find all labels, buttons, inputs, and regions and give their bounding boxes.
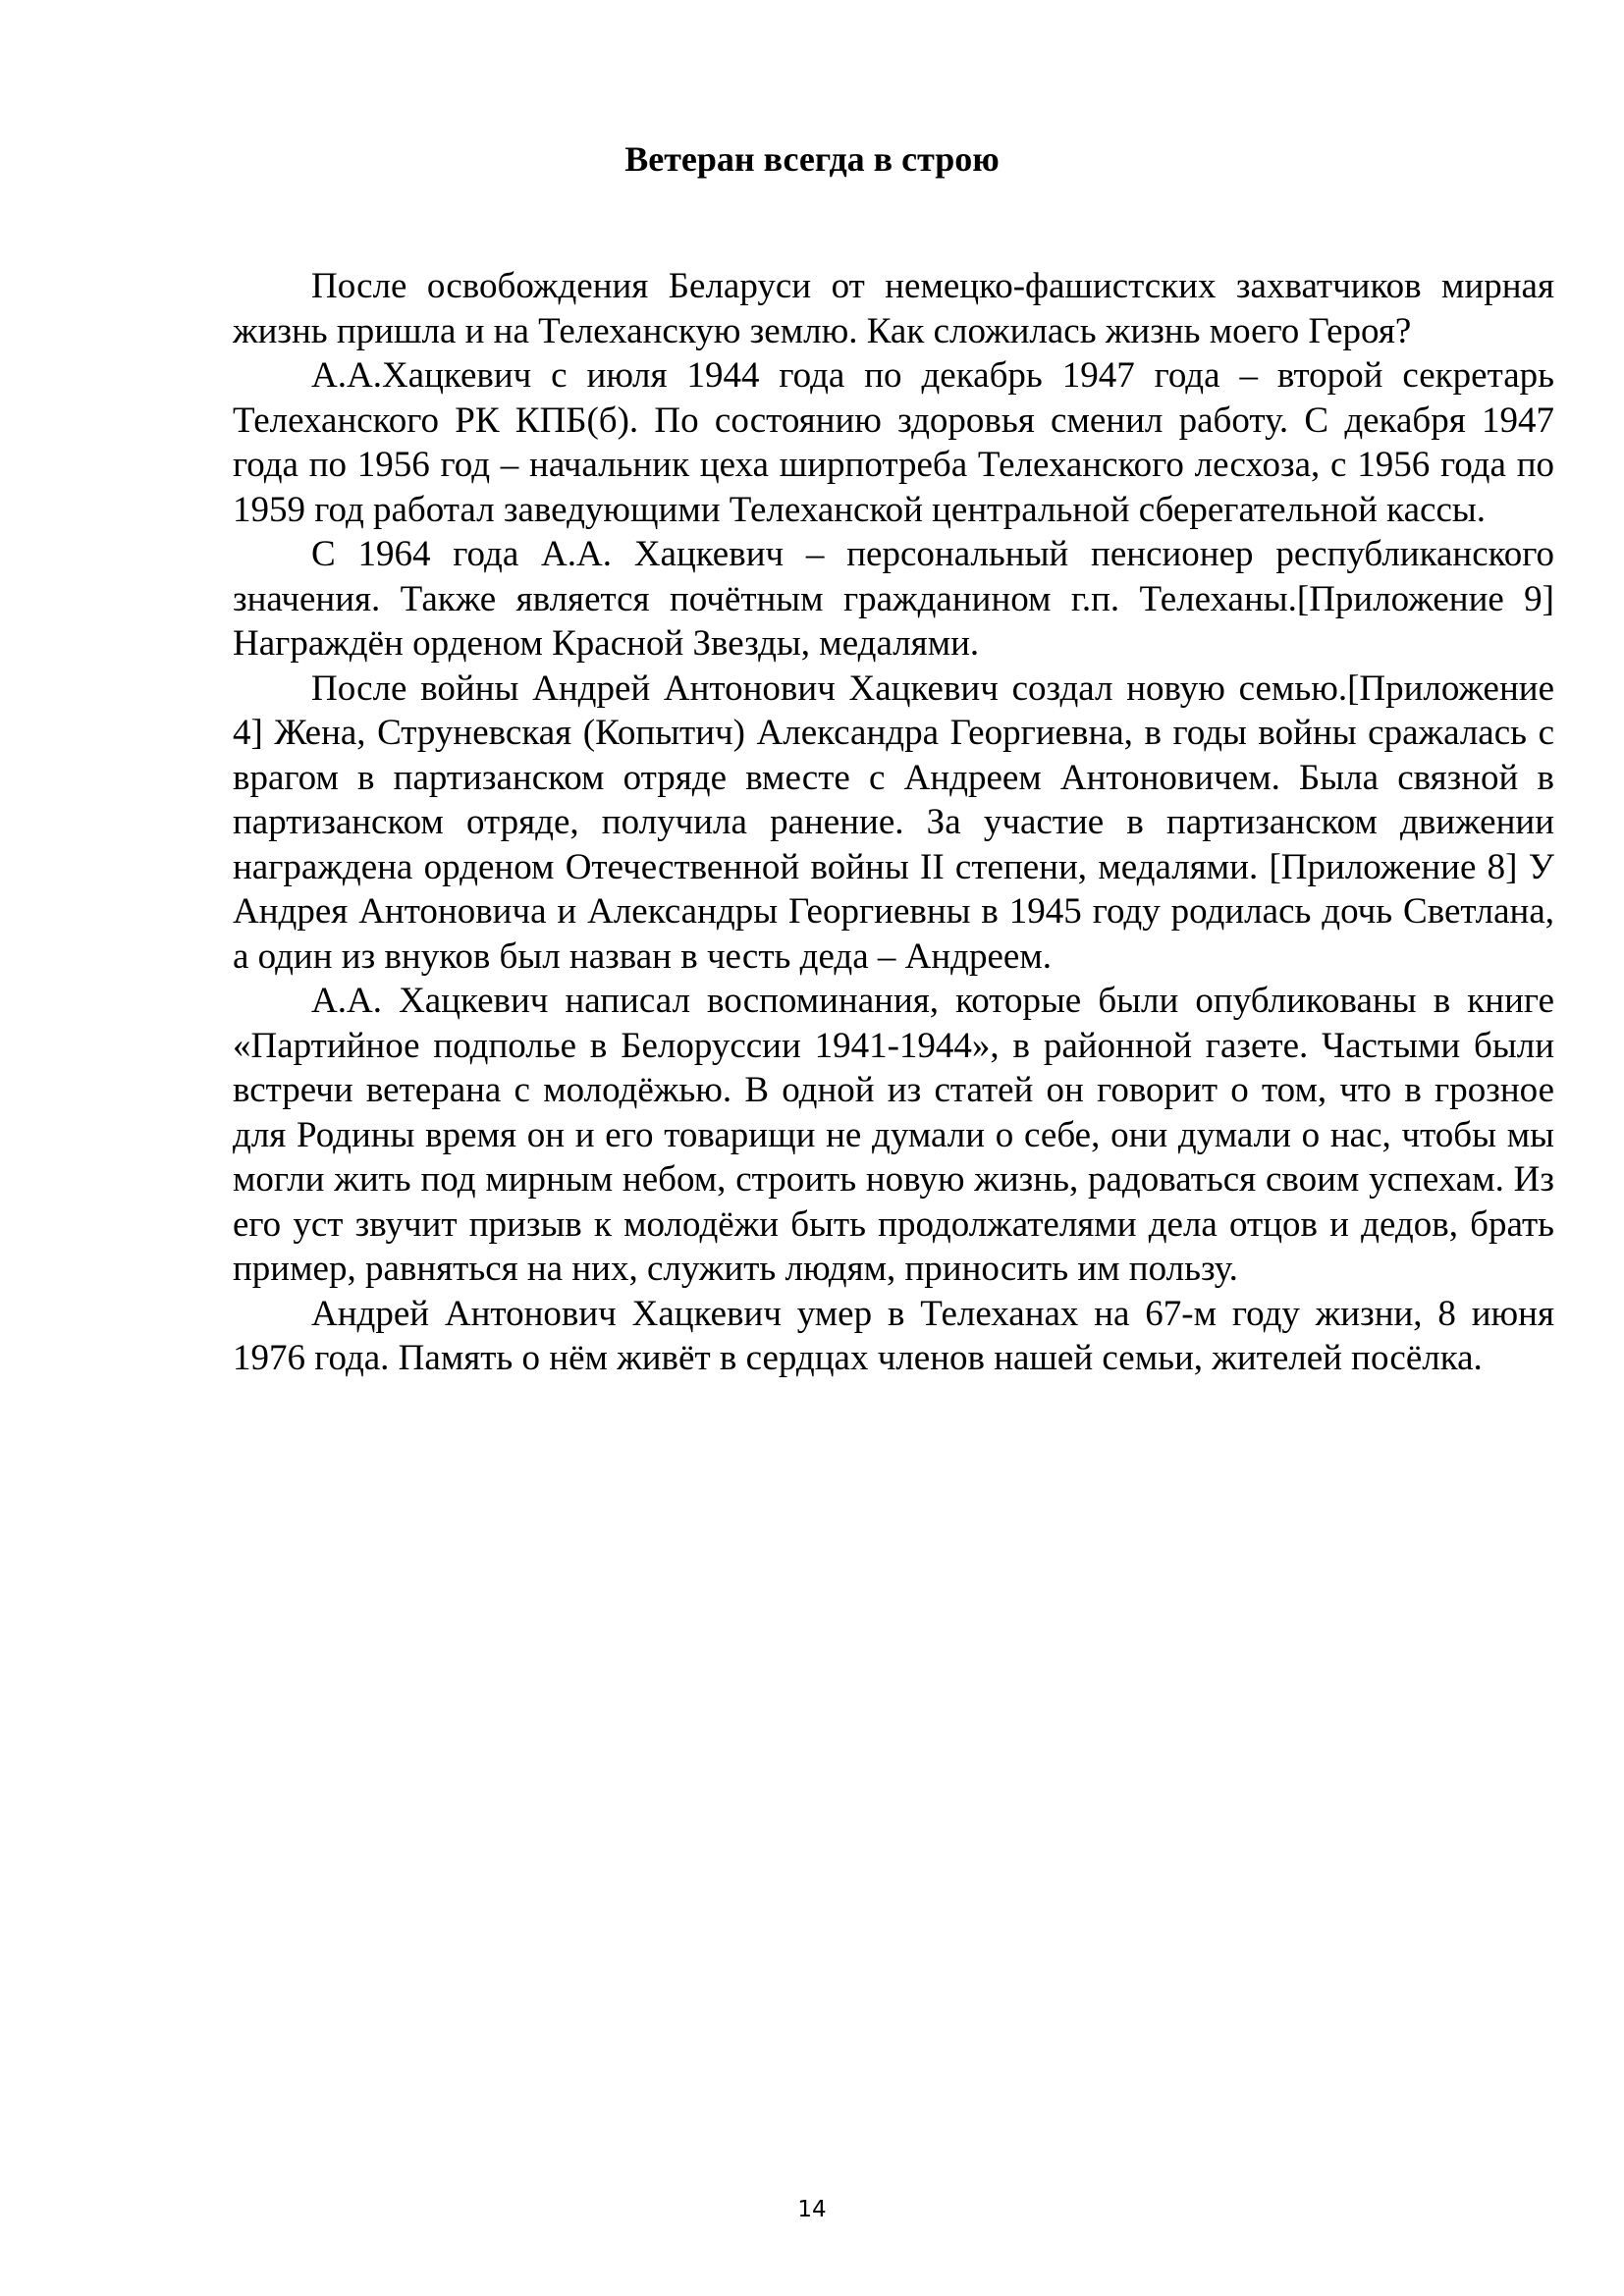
paragraph-4: После войны Андрей Антонович Хацкевич создал новую семью.[Приложение 4] Жена, Струневская (Копытич) Александра Георгиевна, в годы войны сражалась с врагом в партизанском отряде вместе с Андреем Антоновичем. Была связной в партизанском отряде, получила ранение. За участие в партизанском движении награждена орденом Отечественной войны II степени, медалями. [Приложение 8] У Андрея Антоновича и Александры Георгиевны в 1945 году родилась дочь Светлана, а один из внуков был назван в честь деда – Андреем. [233,667,1554,977]
paragraph-3: С 1964 года А.А. Хацкевич – персональный пенсионер республиканского значения. Также является почётным гражданином г.п. Телеханы.[Приложение 9] Награждён орденом Красной Звезды, медалями. [233,534,1554,664]
paragraph-1: После освобождения Беларуси от немецко-фашистских захватчиков мирная жизнь пришла и на Телеханскую землю. Как сложилась жизнь моего Героя? [233,266,1554,351]
paragraph-5: А.А. Хацкевич написал воспоминания, которые были опубликованы в книге «Партийное подполье в Белоруссии 1941-1944», в районной газете. Частыми были встречи ветерана с молодёжью. В одной из статей он говорит о том, что в грозное для Родины время он и его товарищи не думали о себе, они думали о нас, чтобы мы могли жить под мирным небом, строить новую жизнь, радоваться своим успехам. Из его уст звучит призыв к молодёжи быть продолжателями дела отцов и дедов, брать пример, равняться на них, служить людям, приносить им пользу. [233,981,1554,1289]
page-number: 14 [797,2197,827,2222]
paragraph-6: Андрей Антонович Хацкевич умер в Телеханах на 67-м году жизни, 8 июня 1976 года. Память о нём живёт в сердцах членов нашей семьи, жителей посёлка. [233,1293,1554,1378]
paragraph-2: А.А.Хацкевич с июля 1944 года по декабрь 1947 года – второй секретарь Телеханского РК КПБ(б). По состоянию здоровья сменил работу. С декабря 1947 года по 1956 год – начальник цеха ширпотреба Телеханского лесхоза, с 1956 года по 1959 год работал заведующими Телеханской центральной сберегательной кассы. [233,355,1554,530]
body-text [233,264,1554,1381]
page-title: Ветеран всегда в строю [624,139,1000,179]
